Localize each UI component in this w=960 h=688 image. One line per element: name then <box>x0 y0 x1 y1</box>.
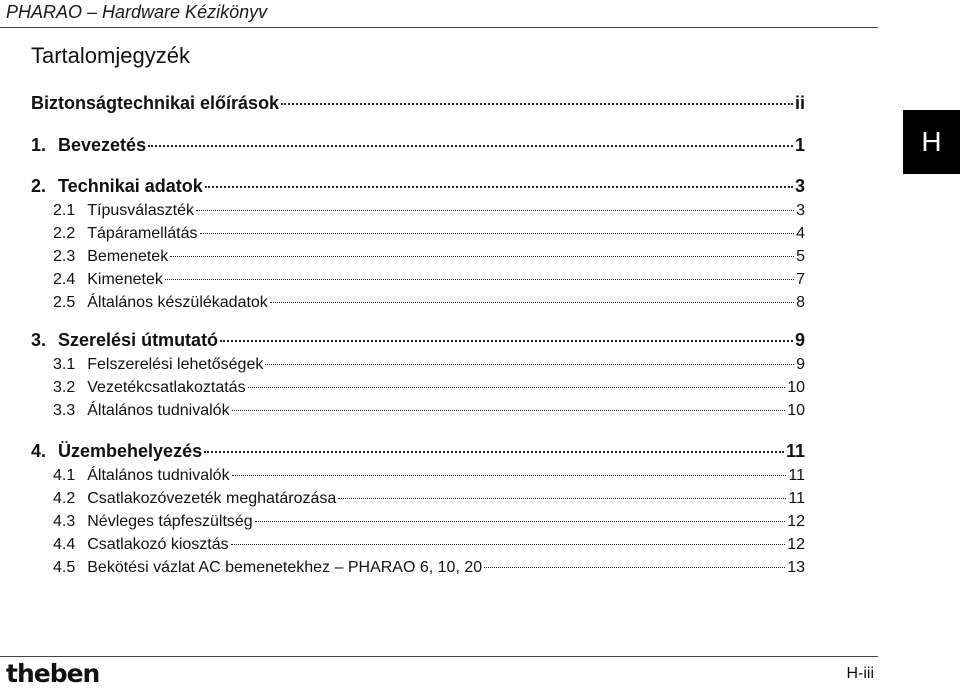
dot-leader <box>170 256 794 257</box>
toc-entry-page: 10 <box>787 379 805 396</box>
toc-entry-number: 4.2 <box>53 490 76 507</box>
toc-entry-page: 9 <box>796 356 805 373</box>
toc-entry[interactable] <box>53 356 805 374</box>
toc-entry-text: Névleges tápfeszültség <box>87 513 253 530</box>
toc-entry-page: 4 <box>796 225 805 242</box>
dot-leader <box>165 279 794 280</box>
toc-entry-number: 3.2 <box>53 379 76 396</box>
toc-entry-number: 2.1 <box>53 202 76 219</box>
toc-entry-text: Csatlakozó kiosztás <box>87 536 229 553</box>
toc-entry-text: Technikai adatok <box>58 176 203 196</box>
toc-entry[interactable] <box>31 93 805 114</box>
dot-leader <box>196 210 794 211</box>
dot-leader <box>148 145 793 147</box>
toc-entry-text: Csatlakozóvezeték meghatározása <box>87 490 337 507</box>
toc-entry-label <box>53 225 198 243</box>
toc-entry-number: 2.4 <box>53 271 76 288</box>
toc-entry-label <box>31 135 146 156</box>
toc-entry-label <box>31 330 218 351</box>
dot-leader <box>200 233 795 234</box>
dot-leader <box>270 302 794 303</box>
toc-entry-number: 2.5 <box>53 294 76 311</box>
toc-entry-number: 2.3 <box>53 248 76 265</box>
toc-entry-page: 11 <box>788 490 805 507</box>
toc-entry-text: Szerelési útmutató <box>58 330 219 350</box>
dot-leader <box>204 451 784 453</box>
dot-leader <box>265 364 794 365</box>
footer-divider <box>0 656 878 657</box>
toc-entry-label <box>53 467 230 485</box>
toc-entry-label <box>53 248 168 266</box>
toc-entry-page: 3 <box>796 202 805 219</box>
dot-leader <box>220 340 793 342</box>
toc-entry-number: 4.5 <box>53 559 76 576</box>
toc-entry-page: 12 <box>787 513 805 530</box>
toc-entry-text: Tápáramellátás <box>87 225 198 242</box>
toc-entry-page: 12 <box>787 536 805 553</box>
toc-entry-page: 8 <box>796 294 805 311</box>
toc-entry-number: 3.3 <box>53 402 76 419</box>
toc-entry-text: Bevezetés <box>58 135 147 155</box>
header-title: PHARAO – Hardware Kézikönyv <box>6 2 268 22</box>
toc-title: Tartalomjegyzék <box>31 43 190 68</box>
theben-logo: theben <box>6 659 100 688</box>
toc-entry[interactable] <box>31 441 805 462</box>
toc-entry-label <box>53 513 253 531</box>
toc-entry-page: 5 <box>796 248 805 265</box>
toc-entry[interactable] <box>53 225 805 243</box>
toc-entry[interactable] <box>53 490 805 508</box>
toc-entry[interactable] <box>31 330 805 351</box>
toc-entry-text: Biztonságtechnikai előírások <box>31 93 280 113</box>
toc-entry-number: 3. <box>31 330 47 350</box>
toc-entry[interactable] <box>53 402 805 420</box>
toc-entry[interactable] <box>53 202 805 220</box>
toc-entry-text: Típusválaszték <box>87 202 194 219</box>
toc-entry[interactable] <box>31 176 805 197</box>
toc-entry[interactable] <box>53 294 805 312</box>
toc-entry-number: 3.1 <box>53 356 76 373</box>
dot-leader <box>232 475 787 476</box>
dot-leader <box>484 567 785 568</box>
toc-entry-label <box>53 294 268 312</box>
toc-entry-label <box>53 271 163 289</box>
page-number: H-iii <box>846 665 874 682</box>
toc-entry-page: 10 <box>787 402 805 419</box>
toc-entry-text: Vezetékcsatlakoztatás <box>87 379 246 396</box>
toc-entry-page: 9 <box>794 330 805 350</box>
dot-leader <box>338 498 786 499</box>
toc-entry-text: Általános tudnivalók <box>87 467 230 484</box>
dot-leader <box>255 521 786 522</box>
toc-entry-page: 11 <box>785 441 805 461</box>
toc-entry[interactable] <box>53 559 805 577</box>
header-divider <box>0 27 878 28</box>
toc-entry[interactable] <box>53 379 805 397</box>
toc-entry-label <box>53 490 336 508</box>
toc-entry[interactable] <box>53 248 805 266</box>
toc-entry[interactable] <box>53 271 805 289</box>
toc-entry-number: 4.3 <box>53 513 76 530</box>
toc-entry-number: 2. <box>31 176 47 196</box>
toc-entry-number: 2.2 <box>53 225 76 242</box>
toc-entry-label <box>31 441 202 462</box>
toc-entry-text: Bekötési vázlat AC bemenetekhez – PHARAO 6, 10, 20 <box>87 559 483 576</box>
dot-leader <box>281 103 793 105</box>
toc-entry-label <box>31 93 279 114</box>
toc-entry-page: 13 <box>787 559 805 576</box>
toc-entry-text: Bemenetek <box>87 248 169 265</box>
toc-entry-text: Kimenetek <box>87 271 163 288</box>
toc-entry-label <box>53 559 482 577</box>
toc-entry-page: 3 <box>794 176 805 196</box>
toc-entry[interactable] <box>53 467 805 485</box>
toc-entry-page: 11 <box>788 467 805 484</box>
toc-entry[interactable] <box>53 536 805 554</box>
toc-entry-page: 1 <box>794 135 805 155</box>
toc-entry-text: Általános tudnivalók <box>87 402 230 419</box>
toc-entry-label <box>53 356 263 374</box>
dot-leader <box>248 387 786 388</box>
toc-entry-text: Általános készülékadatok <box>87 294 268 311</box>
section-tab: H <box>903 110 960 174</box>
toc-entry-label <box>53 202 194 220</box>
toc-entry-number: 4.4 <box>53 536 76 553</box>
toc-entry-page: ii <box>794 93 805 113</box>
dot-leader <box>231 544 786 545</box>
toc-entry[interactable] <box>31 135 805 156</box>
toc-entry-text: Üzembehelyezés <box>58 441 203 461</box>
toc-entry-label <box>31 176 203 197</box>
toc-entry-page: 7 <box>796 271 805 288</box>
toc-entry-number: 1. <box>31 135 47 155</box>
dot-leader <box>205 186 793 188</box>
toc-entry-label <box>53 536 229 554</box>
dot-leader <box>232 410 786 411</box>
toc-entry-text: Felszerelési lehetőségek <box>87 356 264 373</box>
toc-entry[interactable] <box>53 513 805 531</box>
toc-entry-label <box>53 402 230 420</box>
toc-entry-number: 4.1 <box>53 467 76 484</box>
toc-entry-number: 4. <box>31 441 47 461</box>
toc-entry-label <box>53 379 246 397</box>
